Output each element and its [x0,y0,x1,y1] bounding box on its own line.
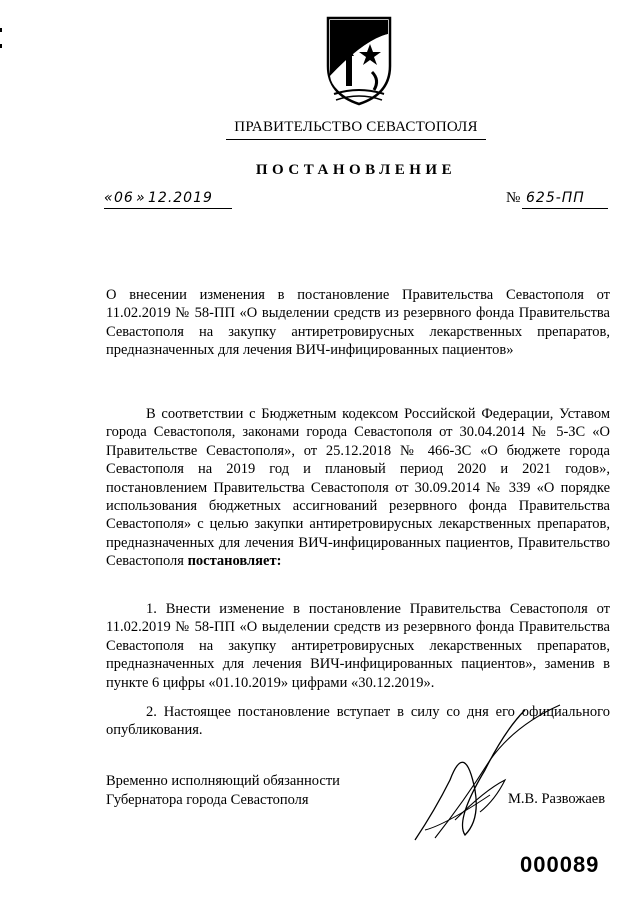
government-name: ПРАВИТЕЛЬСТВО СЕВАСТОПОЛЯ [234,119,478,135]
header-divider [226,139,486,140]
date-day: 06 [114,190,134,206]
document-number: 625-ПП [526,190,585,206]
serial-number: 000089 [520,852,600,877]
document-subject: О внесении изменения в постановление Правительства Севастополя от 11.02.2019 № 58-ПП «О выделении средств из резервного фонда Правительства Севастополя на закупку антиретровирусных лекарственных препаратов, предназначенных для лечения ВИЧ-инфицированных пациентов» [106,287,610,359]
item-2: 2. Настоящее постановление вступает в силу со дня его официального опубликования. [106,704,610,739]
sevastopol-coat-of-arms [324,14,394,106]
date-number-row [104,190,614,216]
signatory-title-line1: Временно исполняющий обязанности [106,773,340,789]
preamble [106,405,610,571]
number-label: № [506,190,521,206]
preamble-text: В соответствии с Бюджетным кодексом Российской Федерации, Уставом города Севастополя, законами города Севастополя от 30.04.2014 № 5-ЗС «О Правительстве Севастополя», от 25.12.2018 № 466-ЗС «О бюджете города Севастополя на 2019 год и плановый период 2020 и 2021 годов», постановлением Правительства Севастополя от 30.09.2014 № 339 «О порядке использования бюджетных ассигнований резервного фонда Правительства Севастополя» с целью закупки антиретровирусных лекарственных препаратов, предназначенных для лечения ВИЧ-инфицированных пациентов, Правительство Севастополя [106,406,610,570]
signatory-name: М.В. Развожаев [508,791,606,807]
date-month-year: 12.2019 [148,190,213,206]
document-type: ПОСТАНОВЛЕНИЕ [255,162,457,178]
date-open-quote: « [104,190,114,206]
number-underline [522,208,608,209]
handwritten-signature [395,700,575,850]
date-close-quote: » [136,190,146,206]
signatory-title [106,772,406,809]
signatory-title-line2: Губернатора города Севастополя [106,791,309,808]
scan-edge-mark [0,28,4,52]
item-1: 1. Внести изменение в постановление Правительства Севастополя от 11.02.2019 № 58-ПП «О выделении средств из резервного фонда Правительства Севастополя на закупку антиретровирусных лекарственных препаратов, предназначенных для лечения ВИЧ-инфицированных пациентов», заменив в пункте 6 цифры «01.10.2019» цифрами «30.12.2019». [106,601,610,691]
date-underline [104,208,232,209]
resolves-keyword: постановляет: [187,553,282,570]
